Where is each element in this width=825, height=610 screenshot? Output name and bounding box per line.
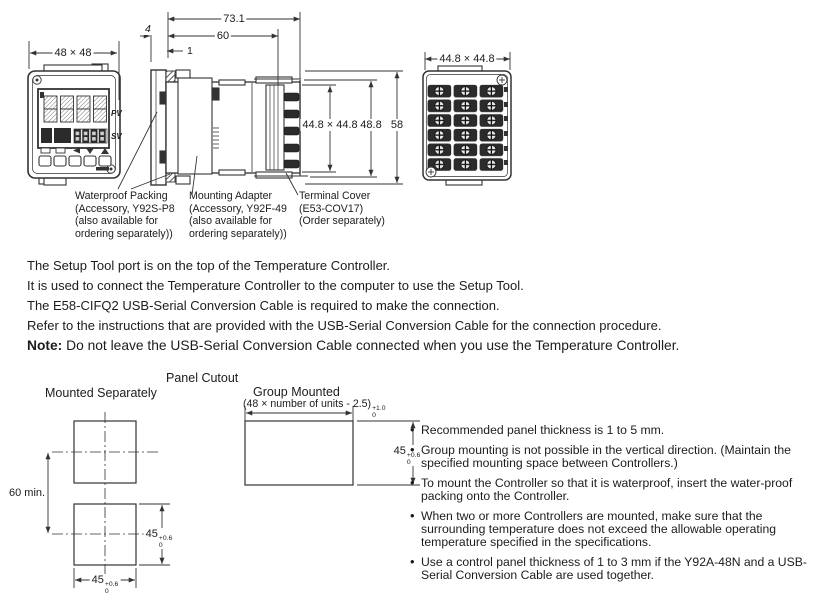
sv-label: SV [111,132,122,141]
mounting-notes [410,424,818,589]
mounted-separately-label: Mounted Separately [45,386,157,400]
packing-thickness-dim: 4 [145,23,151,35]
panel-cutout-section [0,370,440,605]
setup-tool-line: The Setup Tool port is on the top of the Temperature Controller. [27,258,391,273]
rear-view-drawing [423,66,511,185]
mounting-note-item: • When two or more Controllers are mounted, make sure that the surrounding temperature does not exceed the allowable operating temperature specified in the specifications. [410,510,818,549]
side-view-drawing [151,70,308,185]
case-depth-dim: 60 [216,30,230,42]
setup-tool-line: The E58-CIFQ2 USB-Serial Conversion Cable is required to make the connection. [27,298,500,313]
group-height-dim: 45 +0.6 0 [393,445,421,466]
cutout-height-dim: 45 +0.6 0 [145,528,173,549]
callout-title: Waterproof Packing [75,190,168,202]
panel-cutout-title: Panel Cutout [166,371,239,385]
pv-label: PV [111,109,122,118]
setup-tool-note [27,336,817,356]
panel-thickness-dim: 1 [187,45,193,57]
rear-size-dim: 44.8 × 44.8 [439,53,495,65]
mounting-note-item: • Recommended panel thickness is 1 to 5 mm. [410,424,818,437]
mounting-note-item: • To mount the Controller so that it is waterproof, insert the water-proof packing onto the Controller. [410,477,818,503]
mounting-note-item: • Use a control panel thickness of 1 to 3 mm if the Y92A-48N and a USB-Serial Conversion Cable are used together. [410,556,818,582]
group-mounted-label: Group Mounted [253,385,340,399]
setup-tool-text [27,256,817,356]
callout-title: Terminal Cover [299,190,371,202]
side-case-square-dim: 44.8 × 44.8 [302,119,358,131]
callout-waterproof-packing: Waterproof Packing (Accessory, Y92S-P8 (also available for ordering separately)) [75,190,193,240]
cutout-separate-drawing [48,412,172,592]
dimensions-diagram [0,0,825,252]
mounting-notes-list [410,424,818,582]
setup-tool-line: It is used to connect the Temperature Controller to the computer to use the Setup Tool. [27,278,524,293]
group-width-formula: (48 × number of units - 2.5) +1.0 0 [243,398,386,419]
callout-terminal-cover: Terminal Cover (E53-COV17) (Order separately) [299,190,417,228]
note-text: Do not leave the USB-Serial Conversion Cable connected when you use the Temperature Controller. [62,338,680,353]
setup-tool-line: Refer to the instructions that are provided with the USB-Serial Conversion Cable for the connection procedure. [27,318,662,333]
group-width-tolerance: +1.0 0 [372,405,386,419]
note-label: Note: [27,338,63,353]
overall-dim: 58 [390,119,404,131]
vertical-pitch-dim: 60 min. [9,487,46,499]
front-size-dim: 48 × 48 [54,47,92,59]
cutout-width-dim: 45 +0.6 0 [91,574,119,595]
callout-title: Mounting Adapter [189,190,273,202]
with-cover-dim: 48.8 [360,119,382,131]
callout-mounting-adapter: Mounting Adapter (Accessory, Y92F-49 (also available for ordering separately)) [189,190,307,240]
mounting-note-item: • Group mounting is not possible in the vertical direction. (Maintain the specified mounting space between Controllers.) [410,444,818,470]
total-depth-dim: 73.1 [223,13,245,25]
front-view-drawing [28,64,122,185]
